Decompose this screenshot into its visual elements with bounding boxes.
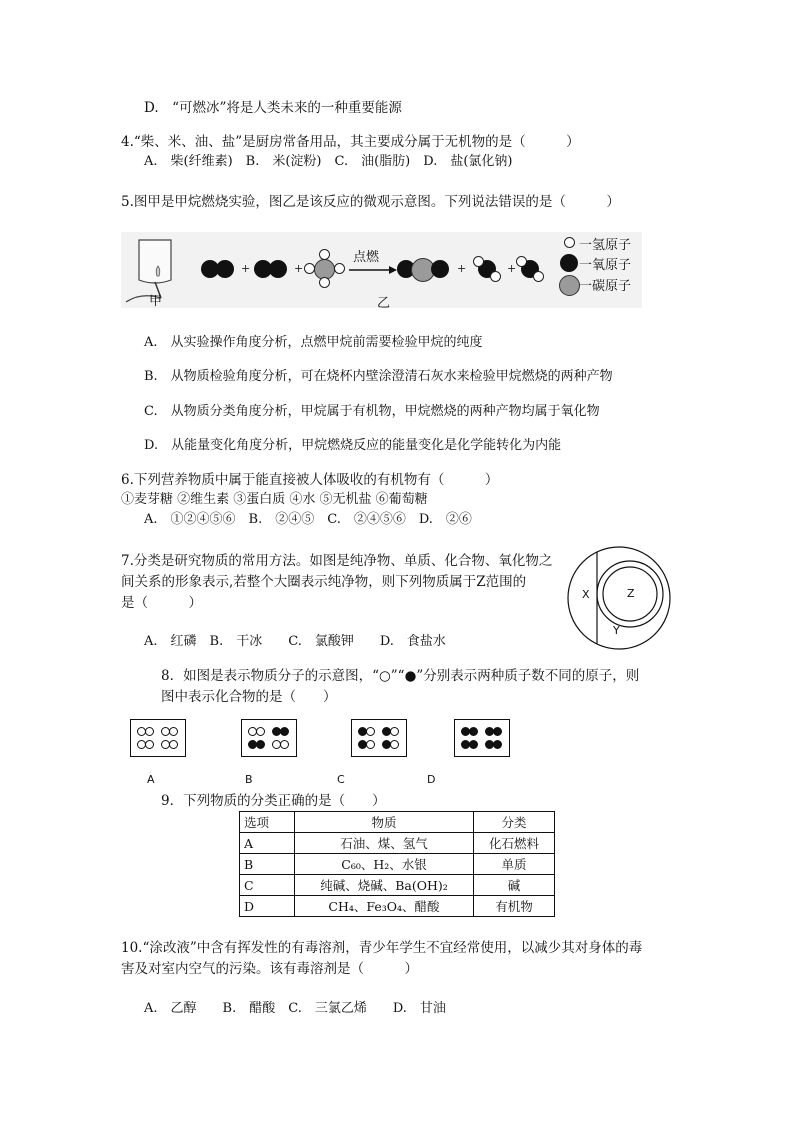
cell-substance: C₆₀、H₂、水银 [295, 854, 474, 875]
cell-category: 化石燃料 [474, 833, 555, 854]
q4-options: A. 柴(纤维素) B. 米(淀粉) C. 油(脂肪) D. 盐(氯化钠) [144, 154, 513, 169]
table-row [240, 833, 555, 854]
q7-stem-line-1: 7.分类是研究物质的常用方法。如图是纯净物、单质、化合物、氧化物之 [121, 553, 553, 569]
q6-stem: 6.下列营养物质中属于能直接被人体吸收的有机物有（ ） [121, 472, 499, 488]
legend-hydrogen-icon [564, 237, 575, 248]
cell-option: C [240, 875, 295, 896]
oxygen-atom [431, 260, 449, 278]
cell-substance: 石油、煤、氢气 [295, 833, 474, 854]
cell-substance: CH₄、Fe₃O₄、醋酸 [295, 896, 474, 917]
q10-stem-line-1: 10.“涂改液”中含有挥发性的有毒溶剂，青少年学生不宜经常使用，以减少其对身体的毒 [121, 940, 643, 956]
venn-label-y: Y [613, 624, 620, 637]
arrow-label-ignite: 点燃 [353, 250, 380, 265]
legend-oxygen: 一氧原子 [579, 258, 632, 273]
q8-stem-line-2: 图中表示化合物的是（ ） [161, 689, 337, 705]
reaction-arrow [349, 265, 397, 275]
q8-stem-line-1: 8．如图是表示物质分子的示意图，“○”“●”分别表示两种质子数不同的原子，则 [161, 668, 640, 684]
q7-stem-line-3: 是（ ） [121, 595, 202, 611]
oxygen-atom [216, 260, 234, 278]
hydrogen-atom [319, 249, 330, 260]
q5-option-d: D. 从能量变化角度分析，甲烷燃烧反应的能量变化是化学能转化为内能 [144, 438, 562, 453]
hydrogen-atom [304, 263, 315, 274]
cell-substance: 纯碱、烧碱、Ba(OH)₂ [295, 875, 474, 896]
hydrogen-atom [319, 277, 330, 288]
cell-option: A [240, 833, 295, 854]
q5-option-b: B. 从物质检验角度分析，可在烧杯内壁涂澄清石灰水来检验甲烷燃烧的两种产物 [144, 369, 613, 384]
cell-option: D [240, 896, 295, 917]
molecule-box-c [351, 719, 407, 757]
table-header-row [240, 812, 555, 833]
cell-category: 单质 [474, 854, 555, 875]
hydrogen-atom [473, 256, 484, 267]
q6-items: ①麦芽糖 ②维生素 ③蛋白质 ④水 ⑤无机盐 ⑥葡萄糖 [121, 492, 428, 507]
cell-category: 碱 [474, 875, 555, 896]
cell-category: 有机物 [474, 896, 555, 917]
cell-option: B [240, 854, 295, 875]
molecule-box-a [130, 719, 186, 757]
plus-sign: + [241, 262, 251, 275]
venn-label-x: X [582, 588, 590, 601]
header-substance: 物质 [295, 812, 474, 833]
legend-oxygen-icon [560, 254, 578, 272]
classification-table [239, 811, 555, 917]
q3-option-d: D. “可燃冰”将是人类未来的一种重要能源 [144, 100, 402, 116]
table-row [240, 854, 555, 875]
plus-sign: + [457, 262, 467, 275]
table-row [240, 896, 555, 917]
q4-stem: 4.“柴、米、油、盐”是厨房常备用品，其主要成分属于无机物的是（ ） [121, 134, 580, 150]
hydrogen-atom [490, 271, 501, 282]
legend-carbon-icon [559, 275, 580, 296]
plus-sign: + [294, 262, 304, 275]
plus-sign: + [507, 262, 517, 275]
q5-option-a: A. 从实验操作角度分析，点燃甲烷前需要检验甲烷的纯度 [144, 335, 483, 350]
hydrogen-atom [334, 263, 345, 274]
molecule-label-a: A [147, 773, 155, 786]
hydrogen-atom [533, 271, 544, 282]
label-yi: 乙 [377, 296, 391, 311]
q6-options: A. ①②④⑤⑥ B. ②④⑤ C. ②④⑤⑥ D. ②⑥ [144, 512, 472, 527]
molecule-box-d [454, 719, 510, 757]
molecule-box-b [241, 719, 297, 757]
header-category: 分类 [474, 812, 555, 833]
q5-stem: 5.图甲是甲烷燃烧实验，图乙是该反应的微观示意图。下列说法错误的是（ ） [121, 194, 620, 210]
legend-hydrogen: 一氢原子 [579, 238, 632, 253]
molecule-label-c: C [337, 773, 345, 786]
label-jia: 甲 [149, 294, 163, 309]
molecule-label-b: B [245, 773, 253, 786]
header-option: 选项 [240, 812, 295, 833]
legend-carbon: 一碳原子 [579, 279, 632, 294]
q7-options: A. 红磷 B. 干冰 C. 氯酸钾 D. 食盐水 [144, 634, 446, 649]
q7-stem-line-2: 间关系的形象表示,若整个大圈表示纯净物，则下列物质属于Z范围的 [121, 574, 527, 590]
q10-stem-line-2: 害及对室内空气的污染。该有毒溶剂是（ ） [121, 961, 418, 977]
oxygen-atom [269, 260, 287, 278]
table-row [240, 875, 555, 896]
q5-option-c: C. 从物质分类角度分析，甲烷属于有机物，甲烷燃烧的两种产物均属于氧化物 [144, 404, 600, 419]
q9-stem: 9．下列物质的分类正确的是（ ） [161, 793, 386, 809]
venn-label-z: Z [627, 587, 635, 600]
q10-options: A. 乙醇 B. 醋酸 C. 三氯乙烯 D. 甘油 [144, 1001, 446, 1016]
molecule-label-d: D [427, 773, 436, 786]
hydrogen-atom [516, 256, 527, 267]
